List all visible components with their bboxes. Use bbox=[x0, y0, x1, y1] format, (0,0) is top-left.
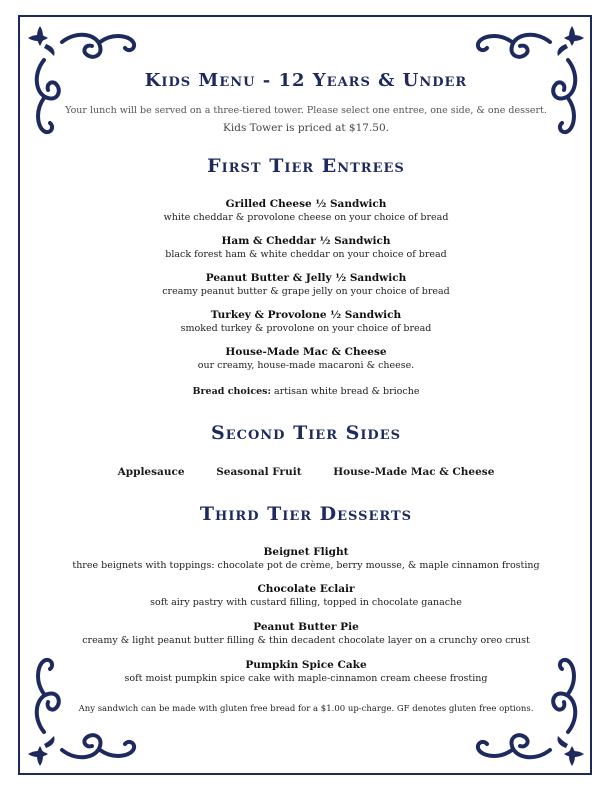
dessert-item bbox=[30, 546, 582, 572]
dessert-desc: three beignets with toppings: chocolate pot de crème, berry mousse, & maple cinnamon frosting bbox=[72, 560, 540, 571]
side-item: House-Made Mac & Cheese bbox=[333, 466, 495, 478]
dessert-name: Pumpkin Spice Cake bbox=[245, 659, 367, 671]
entree-name: Grilled Cheese ½ Sandwich bbox=[225, 198, 387, 210]
entree-item bbox=[30, 272, 582, 298]
dessert-item bbox=[30, 621, 582, 647]
footer-note: Any sandwich can be made with gluten free bread for a $1.00 up-charge. GF denotes gluten free options. bbox=[78, 704, 534, 714]
entree-desc: black forest ham & white cheddar on your choice of bread bbox=[165, 249, 447, 260]
desserts-heading: Third Tier Desserts bbox=[199, 503, 413, 525]
dessert-name: Peanut Butter Pie bbox=[253, 621, 359, 633]
entree-name: House-Made Mac & Cheese bbox=[225, 346, 387, 358]
menu-price: Kids Tower is priced at $17.50. bbox=[223, 122, 389, 134]
bread-choices-text: artisan white bread & brioche bbox=[271, 386, 420, 397]
menu-intro: Your lunch will be served on a three-tiered tower. Please select one entree, one side, & one dessert. bbox=[65, 105, 547, 116]
entree-desc: creamy peanut butter & grape jelly on your choice of bread bbox=[162, 286, 450, 297]
entrees-heading: First Tier Entrees bbox=[207, 155, 405, 177]
entree-item bbox=[30, 198, 582, 224]
dessert-desc: creamy & light peanut butter filling & thin decadent chocolate layer on a crunchy oreo crust bbox=[82, 635, 530, 646]
dessert-item bbox=[30, 659, 582, 685]
dessert-item bbox=[30, 583, 582, 609]
sides-list bbox=[30, 466, 582, 478]
menu-title: Kids Menu - 12 Years & Under bbox=[144, 70, 468, 91]
side-item: Applesauce bbox=[117, 466, 185, 478]
dessert-name: Chocolate Eclair bbox=[257, 583, 355, 595]
bread-choices-label: Bread choices: bbox=[192, 386, 272, 397]
dessert-desc: soft airy pastry with custard filling, topped in chocolate ganache bbox=[150, 597, 462, 608]
sides-heading: Second Tier Sides bbox=[211, 422, 401, 444]
entree-item bbox=[30, 346, 582, 372]
entree-desc: white cheddar & provolone cheese on your choice of bread bbox=[163, 212, 449, 223]
side-item: Seasonal Fruit bbox=[216, 466, 302, 478]
dessert-desc: soft moist pumpkin spice cake with maple-cinnamon cream cheese frosting bbox=[124, 673, 488, 684]
entree-item bbox=[30, 309, 582, 335]
entree-name: Peanut Butter & Jelly ½ Sandwich bbox=[205, 272, 407, 284]
bread-choices bbox=[30, 386, 582, 397]
entree-desc: our creamy, house-made macaroni & cheese. bbox=[197, 360, 415, 371]
entree-name: Ham & Cheddar ½ Sandwich bbox=[221, 235, 391, 247]
dessert-name: Beignet Flight bbox=[263, 546, 349, 558]
entree-item bbox=[30, 235, 582, 261]
entree-desc: smoked turkey & provolone on your choice of bread bbox=[180, 323, 432, 334]
entree-name: Turkey & Provolone ½ Sandwich bbox=[210, 309, 402, 321]
